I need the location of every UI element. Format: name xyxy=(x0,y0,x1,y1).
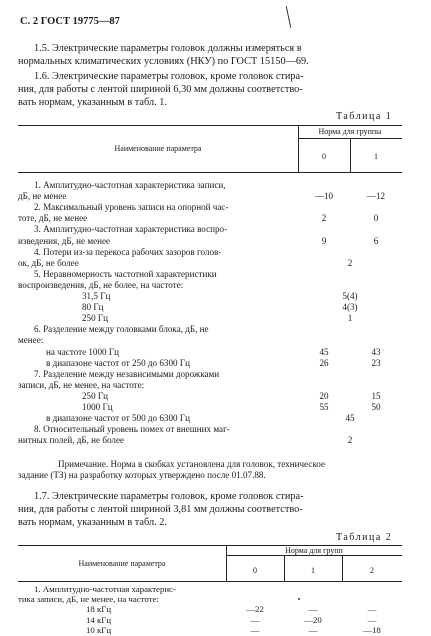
table-1-header-rule xyxy=(18,172,402,173)
table-row: тика записи, дБ, не менее, на частоте: xyxy=(18,594,159,605)
table-row: на частоте 1000 Гц xyxy=(46,346,119,357)
table-cell-value: —10 xyxy=(314,191,334,202)
page-header: С. 2 ГОСТ 19775—87 xyxy=(20,16,120,27)
table-1-group-0: 0 xyxy=(322,152,326,161)
text-line: 1.7. Электрические параметры головок, кроме головок стира- xyxy=(34,491,304,502)
table-row: тоте, дБ, не менее xyxy=(18,213,88,224)
table-cell-value: 1 xyxy=(347,313,353,324)
table-2-norm-header: Норма для групп xyxy=(285,546,343,555)
table-2-param-header: Наименование параметра xyxy=(78,559,166,568)
table-cell-value: 2 xyxy=(347,257,353,268)
note-line: Примечание. Норма в скобках установлена для головок, техническое xyxy=(58,459,325,469)
table-row: 2. Максимальный уровень записи на опорной час- xyxy=(34,202,229,213)
text-line: вать нормам, указанным в табл. 1. xyxy=(18,97,167,108)
table-1-norm-header: Норма для группы xyxy=(318,127,382,136)
table-cell-value: 45 xyxy=(345,413,355,424)
table-cell-value: — xyxy=(367,604,377,615)
table-cell-value: 9 xyxy=(321,235,327,246)
table-2-group-2: 2 xyxy=(370,566,374,575)
table-cell-value: 5(4) xyxy=(342,291,358,301)
table-cell-value: 0 xyxy=(373,213,379,224)
table-row: нитных полей, дБ, не более xyxy=(18,435,125,446)
table-cell-value: 55 xyxy=(319,402,329,412)
table-row: 250 Гц xyxy=(82,390,109,401)
table-1-param-header: Наименование параметра xyxy=(114,144,202,153)
table-row: 14 кГц xyxy=(86,614,112,625)
table-row: 3. Амплитудно-частотная характеристика воспро- xyxy=(34,224,228,235)
table-1-group-1: 1 xyxy=(374,152,378,161)
table-2-header-rule xyxy=(18,581,402,582)
text-line: ния, для работы с лентой шириной 6,30 мм должны соответство- xyxy=(18,84,303,95)
text-line: ния, для работы с лентой шириной 3,81 мм должны соответство- xyxy=(18,504,303,515)
table-cell-value: — xyxy=(308,624,318,635)
table-row: 18 кГц xyxy=(86,604,112,615)
table-row: 10 кГц xyxy=(86,624,112,635)
table-cell-value: 2 xyxy=(347,435,353,446)
table-row: воспроизведения, дБ, не более, на частоте: xyxy=(18,279,184,290)
table-cell-value: — xyxy=(308,604,318,615)
table-row: 1. Амплитудно-частотная характеристика записи, xyxy=(34,180,226,190)
table-row: 1. Амплитудно-частотная характерис- xyxy=(34,584,176,594)
table-row: 31,5 Гц xyxy=(82,291,111,301)
table-row: дБ, не менее xyxy=(18,191,67,202)
text-line: нормальных климатических условиях (НКУ) по ГОСТ 15150—69. xyxy=(18,56,309,67)
table-2-group-1: 1 xyxy=(311,566,315,575)
text-line: 1.5. Электрические параметры головок должны измеряться в xyxy=(34,43,302,54)
table-1-top-rule xyxy=(18,125,402,126)
table-row: 5. Неравномерность частотной характеристики xyxy=(34,268,217,279)
table-row: в диапазоне частот от 250 до 6300 Гц xyxy=(46,357,190,368)
table-cell-value: — xyxy=(250,614,260,625)
table-cell-value: —18 xyxy=(363,624,381,635)
table-cell-value: 26 xyxy=(319,357,329,368)
table-row: 8. Относительный уровень помех от внешних маг- xyxy=(34,424,230,435)
paragraph-1-6 xyxy=(18,70,402,109)
table-cell-value: 23 xyxy=(371,357,381,368)
table-cell-value: 2 xyxy=(321,213,327,224)
table-2-group-rule xyxy=(226,555,402,556)
table-cell-value: —20 xyxy=(304,614,322,625)
paragraph-1-5 xyxy=(18,42,402,68)
paragraph-1-7 xyxy=(18,490,402,529)
note-line: задание (ТЗ) на разработку которых утверждено после 01.07.88. xyxy=(18,470,266,480)
table-cell-value: 4(3) xyxy=(342,302,358,313)
table-row: 1000 Гц xyxy=(82,402,113,412)
table-1-caption: Таблица 1 xyxy=(336,111,393,122)
table-cell-value: 6 xyxy=(373,235,379,246)
table-2-caption: Таблица 2 xyxy=(336,532,393,543)
stray-mark xyxy=(298,598,300,600)
table-1-note xyxy=(18,459,403,481)
table-cell-value: —22 xyxy=(246,604,264,615)
table-1-group-rule xyxy=(298,138,402,139)
table-row: 250 Гц xyxy=(82,313,109,324)
table-cell-value: 50 xyxy=(371,402,381,412)
table-cell-value: —12 xyxy=(366,191,386,202)
table-row: записи, дБ, не менее, на частоте: xyxy=(18,379,145,390)
table-row: в диапазоне частот от 500 до 6300 Гц xyxy=(46,413,190,424)
table-cell-value: 43 xyxy=(371,346,381,357)
table-cell-value: — xyxy=(250,624,260,635)
text-line: 1.6. Электрические параметры головок, кроме головок стира- xyxy=(34,71,304,82)
table-row: изведения, дБ, не менее xyxy=(18,235,111,246)
table-2-group-0: 0 xyxy=(253,566,257,575)
table-cell-value: 15 xyxy=(371,390,381,401)
table-row: 6. Разделение между головками блока, дБ, не xyxy=(34,324,209,335)
table-cell-value: — xyxy=(367,614,377,625)
table-row: 4. Потери из-за перекоса рабочих зазоров голов- xyxy=(34,246,222,257)
text-line: вать нормам, указанным в табл. 2. xyxy=(18,517,167,528)
table-row: менее: xyxy=(18,335,44,346)
table-cell-value: 45 xyxy=(319,346,329,357)
table-cell-value: 20 xyxy=(319,390,329,401)
table-row: 80 Гц xyxy=(82,302,104,313)
table-row: 7. Разделение между независимыми дорожками xyxy=(34,368,220,379)
table-row: ок, дБ, не более xyxy=(18,257,79,268)
margin-mark xyxy=(286,6,292,28)
